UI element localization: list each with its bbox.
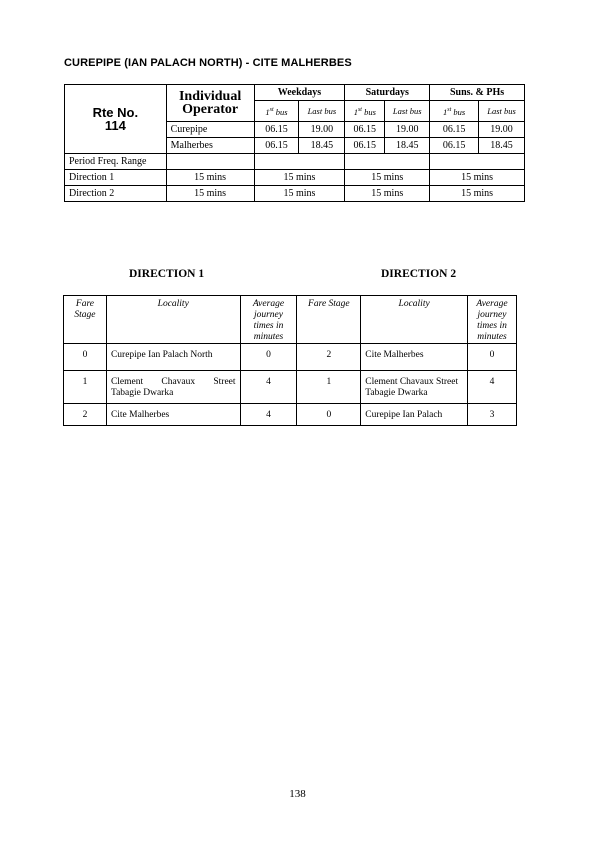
frequency-cell: 15 mins [345, 170, 430, 186]
direction-label: Direction 2 [65, 186, 167, 202]
stage-cell: 0 [64, 344, 107, 371]
time-cell: 18.45 [385, 138, 430, 154]
locality-cell: Clement Chavaux Street Tabagie Dwarka [106, 371, 240, 404]
time-cell: 3 [467, 404, 516, 426]
time-cell: 06.15 [345, 122, 385, 138]
fare-stage-header: Fare Stage [297, 296, 361, 344]
time-cell: 18.45 [299, 138, 345, 154]
time-cell: 19.00 [479, 122, 525, 138]
place-cell: Curepipe [166, 122, 254, 138]
locality-header: Locality [361, 296, 468, 344]
time-cell: 0 [240, 344, 297, 371]
direction2-title: DIRECTION 2 [381, 268, 457, 280]
route-label: Rte No. [92, 105, 139, 120]
period-label: Period Freq. Range [65, 154, 167, 170]
time-cell: 18.45 [479, 138, 525, 154]
locality-cell: Curepipe Ian Palach [361, 404, 468, 426]
locality-cell: Cite Malherbes [106, 404, 240, 426]
first-bus-header: 1st bus [345, 101, 385, 122]
frequency-cell: 15 mins [430, 170, 525, 186]
locality-cell: Curepipe Ian Palach North [106, 344, 240, 371]
time-cell: 06.15 [430, 122, 479, 138]
page-title: CUREPIPE (IAN PALACH NORTH) - CITE MALHERBES [64, 57, 352, 69]
weekdays-header: Weekdays [254, 85, 345, 101]
time-cell: 06.15 [430, 138, 479, 154]
frequency-cell: 15 mins [254, 170, 345, 186]
route-number-cell [65, 85, 167, 154]
route-number: 114 [104, 118, 126, 133]
last-bus-header: Last bus [299, 101, 345, 122]
fare-stage-table [63, 295, 517, 426]
time-cell: 4 [467, 371, 516, 404]
stage-cell: 0 [297, 404, 361, 426]
time-cell: 19.00 [299, 122, 345, 138]
time-cell: 06.15 [254, 138, 299, 154]
fare-row [64, 371, 517, 404]
locality-cell: Cite Malherbes [361, 344, 468, 371]
locality-header: Locality [106, 296, 240, 344]
fare-row [64, 344, 517, 371]
time-cell: 06.15 [345, 138, 385, 154]
frequency-row [65, 186, 525, 202]
sundays-header: Suns. & PHs [430, 85, 525, 101]
time-cell: 06.15 [254, 122, 299, 138]
stage-cell: 1 [64, 371, 107, 404]
frequency-cell: 15 mins [166, 170, 254, 186]
time-cell: 4 [240, 404, 297, 426]
first-bus-header: 1st bus [254, 101, 299, 122]
frequency-cell: 15 mins [430, 186, 525, 202]
period-row [65, 154, 525, 170]
operator-header: Individual Operator [166, 85, 254, 122]
first-bus-header: 1st bus [430, 101, 479, 122]
time-cell: 19.00 [385, 122, 430, 138]
direction1-title: DIRECTION 1 [129, 268, 205, 280]
stage-cell: 2 [297, 344, 361, 371]
time-cell: 0 [467, 344, 516, 371]
fare-row [64, 404, 517, 426]
frequency-row [65, 170, 525, 186]
direction-label: Direction 1 [65, 170, 167, 186]
last-bus-header: Last bus [385, 101, 430, 122]
fare-stage-header: Fare Stage [64, 296, 107, 344]
time-cell: 4 [240, 371, 297, 404]
frequency-cell: 15 mins [345, 186, 430, 202]
frequency-cell: 15 mins [254, 186, 345, 202]
page-number: 138 [289, 788, 306, 800]
last-bus-header: Last bus [479, 101, 525, 122]
frequency-cell: 15 mins [166, 186, 254, 202]
place-cell: Malherbes [166, 138, 254, 154]
stage-cell: 2 [64, 404, 107, 426]
saturdays-header: Saturdays [345, 85, 430, 101]
avg-time-header: Average journey times in minutes [240, 296, 297, 344]
avg-time-header: Average journey times in minutes [467, 296, 516, 344]
schedule-table [64, 84, 525, 202]
stage-cell: 1 [297, 371, 361, 404]
locality-cell: Clement Chavaux Street Tabagie Dwarka [361, 371, 468, 404]
